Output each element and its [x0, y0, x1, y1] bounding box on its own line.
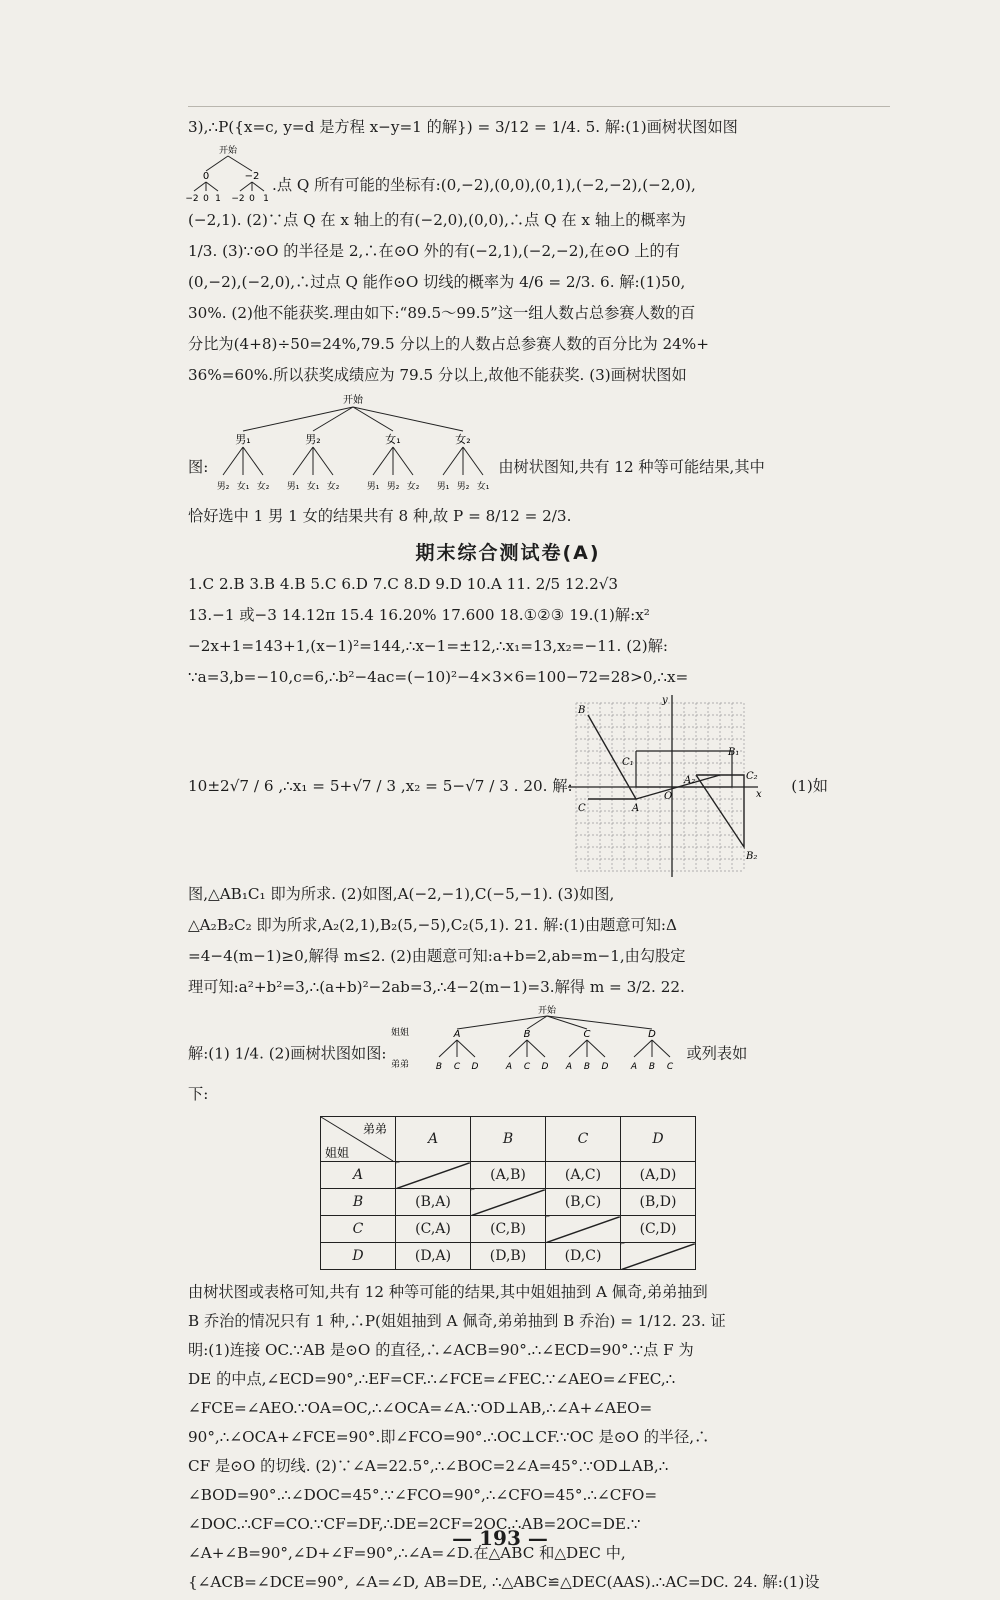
tree2-leaf: 女₁ [237, 482, 250, 492]
tree1-node: 0 [202, 171, 210, 182]
text-line: B 乔治的情况只有 1 种,∴P(姐姐抽到 A 佩奇,弟弟抽到 B 乔治) = 1/12. 23. 证 [188, 1312, 726, 1330]
text-line: 图,△AB₁C₁ 即为所求. (2)如图,A(−2,−1),C(−5,−1). (3)如图, [188, 885, 615, 903]
tree2-leaf: 女₂ [407, 482, 420, 492]
tree2-node: 男₁ [235, 433, 252, 446]
table-cell: (D,A) [396, 1243, 471, 1270]
table-cell-diagonal [471, 1189, 546, 1216]
text-line: 3),∴P({x=c, y=d 是方程 x−y=1 的解}) = 3/12 = 1/4. 5. 解:(1)画树状图如图 [188, 118, 738, 136]
text-line: ∠BOD=90°.∴∠DOC=45°.∵∠FCO=90°,∴∠CFO=45°.∴∠CFO= [188, 1486, 658, 1504]
table-row-header: A [321, 1162, 396, 1189]
grid-label: B₂ [746, 851, 758, 862]
text-line: △A₂B₂C₂ 即为所求,A₂(2,1),B₂(5,−5),C₂(5,1). 21. 解:(1)由题意可知:Δ [188, 916, 677, 934]
corner-bottom-label: 姐姐 [325, 1146, 350, 1160]
grid-label: B [578, 705, 586, 716]
table-corner-cell [321, 1117, 396, 1162]
answer-text [185, 112, 828, 532]
tree1-node: −2 [244, 171, 260, 182]
table-cell: (D,B) [471, 1243, 546, 1270]
table-cell-diagonal [546, 1216, 621, 1243]
table-cell: (D,C) [546, 1243, 621, 1270]
text-line: 理可知:a²+b²=3,∴(a+b)²−2ab=3,∴4−2(m−1)=3.解得 m = 3/2. 22. [188, 978, 685, 996]
text-line: 1.C 2.B 3.B 4.B 5.C 6.D 7.C 8.D 9.D 10.A 11. 2/5 12.2√3 [188, 575, 619, 593]
text-line: 30%. (2)他不能获奖.理由如下:“89.5～99.5”这一组人数占总参赛人数的百 [188, 304, 696, 322]
text-fragment: 或列表如 [686, 1044, 748, 1063]
tree2-leaf: 女₁ [477, 482, 490, 492]
table-row [321, 1162, 696, 1189]
table-row-header: D [321, 1243, 396, 1270]
text-line-with-tree [185, 143, 828, 205]
tree3-root: 开始 [537, 1006, 556, 1016]
tree3-leaf: B [435, 1062, 442, 1072]
tree3-node: C [583, 1029, 590, 1040]
table-row-header: C [321, 1216, 396, 1243]
text-line: 恰好选中 1 男 1 女的结果共有 8 种,故 P = 8/12 = 2/3. [188, 507, 572, 525]
text-fragment: 图: [188, 458, 209, 476]
page-number: — 193 — [452, 1526, 548, 1550]
text-line: ∠FCE=∠AEO.∵OA=OC,∴∠OCA=∠A.∵OD⊥AB,∴∠A+∠AEO= [188, 1399, 653, 1417]
tree2-leaf: 男₂ [217, 482, 230, 492]
text-line: 下: [188, 1085, 209, 1103]
table-cell: (B,A) [396, 1189, 471, 1216]
text-line: 分比为(4+8)÷50=24%,79.5 分以上的人数占总参赛人数的百分比为 24%+ [188, 335, 709, 353]
tree3-leaf: D [601, 1062, 608, 1072]
section-title: 期末综合测试卷(A) [415, 542, 601, 564]
table-col-header: A [396, 1117, 471, 1162]
tree3-leaf: A [565, 1062, 572, 1072]
table-cell: (C,D) [621, 1216, 696, 1243]
tree2-leaf: 女₂ [257, 482, 270, 492]
tree1-leaf: 0 [249, 194, 255, 204]
table-row [321, 1243, 696, 1270]
text-fragment: 解:(1) 1/4. (2)画树状图如图: [188, 1044, 387, 1063]
text-line: ∠A+∠B=90°,∠D+∠F=90°,∴∠A=∠D.在△ABC 和△DEC 中, [188, 1544, 626, 1562]
tree1-leaf: −2 [231, 194, 245, 204]
table-header-row [321, 1117, 696, 1162]
tree1-leaf: −2 [185, 194, 199, 204]
tree1-leaf: 0 [203, 194, 209, 204]
text-line: (0,−2),(−2,0),∴过点 Q 能作⊙O 切线的概率为 4/6 = 2/3. 6. 解:(1)50, [188, 273, 686, 291]
grid-label: C₂ [746, 771, 758, 782]
text-line: (−2,1). (2)∵点 Q 在 x 轴上的有(−2,0),(0,0),∴点 Q 在 x 轴上的概率为 [188, 211, 686, 229]
tree3-leaf: A [505, 1062, 512, 1072]
table-row [321, 1189, 696, 1216]
text-line: ∠DOC.∴CF=CO.∵CF=DF,∴DE=2CF=2OC.∴AB=2OC=DE.∵ [188, 1515, 641, 1533]
tree2-leaf: 男₁ [287, 482, 300, 492]
tree3-leaf: C [666, 1062, 673, 1072]
tree3-leaf: B [648, 1062, 655, 1072]
text-line-with-tree [188, 391, 828, 501]
text-line: DE 的中点,∠ECD=90°,∴EF=CF.∴∠FCE=∠FEC.∵∠AEO=∠FEC,∴ [188, 1370, 676, 1388]
text-line: −2x+1=143+1,(x−1)²=144,∴x−1=±12,∴x₁=13,x₂=−11. (2)解: [188, 637, 669, 655]
answer-text [188, 569, 828, 1110]
text-fragment: .点 Q 所有可能的坐标有:(0,−2),(0,0),(0,1),(−2,−2),(−2,0), [272, 176, 696, 194]
page-content [185, 112, 828, 1597]
grid-label: A [632, 803, 640, 814]
header-rule [188, 106, 890, 107]
text-line: CF 是⊙O 的切线. (2)∵∠A=22.5°,∴∠BOC=2∠A=45°.∵OD⊥AB,∴ [188, 1457, 669, 1475]
tree1-leaf: 1 [215, 194, 221, 204]
tree3-node: B [523, 1029, 530, 1040]
grid-label: A₂ [684, 775, 696, 786]
text-fragment: 由树状图知,共有 12 种等可能结果,其中 [498, 458, 765, 476]
text-line: 90°,∴∠OCA+∠FCE=90°.即∠FCO=90°.∴OC⊥CF.∵OC 是⊙O 的半径,∴ [188, 1428, 710, 1446]
tree3-node: A [453, 1029, 460, 1040]
tree1-root: 开始 [218, 146, 238, 156]
table-cell: (B,C) [546, 1189, 621, 1216]
grid-label: B₁ [728, 747, 740, 758]
coordinate-grid-figure [568, 693, 764, 888]
tree3-brother-label: 弟弟 [390, 1060, 409, 1070]
grid-block [188, 693, 828, 879]
text-line: 明:(1)连接 OC.∵AB 是⊙O 的直径,∴∠ACB=90°.∴∠ECD=90°.∵点 F 为 [188, 1341, 694, 1359]
tree3-sister-label: 姐姐 [390, 1028, 409, 1038]
table-cell-diagonal [621, 1243, 696, 1270]
text-line-with-tree [188, 1003, 828, 1079]
table-col-header: B [471, 1117, 546, 1162]
text-line: {∠ACB=∠DCE=90°, ∠A=∠D, AB=DE, ∴△ABC≌△DEC(AAS).∴AC=DC. 24. 解:(1)设 [188, 1573, 820, 1591]
table-cell: (B,D) [621, 1189, 696, 1216]
tree2-leaf: 男₂ [457, 482, 470, 492]
tree3-node: D [647, 1029, 656, 1040]
grid-label: C₁ [622, 757, 634, 768]
tree2-leaf: 男₂ [387, 482, 400, 492]
grid-label: C [578, 803, 586, 814]
tree3-leaf: C [453, 1062, 460, 1072]
tree2-leaf: 女₂ [327, 482, 340, 492]
table-cell: (A,C) [546, 1162, 621, 1189]
tree2-leaf: 男₁ [437, 482, 450, 492]
text-line: 13.−1 或−3 14.12π 15.4 16.20% 17.600 18.①②③ 19.(1)解:x² [188, 606, 650, 624]
text-line: ∵a=3,b=−10,c=6,∴b²−4ac=(−10)²−4×3×6=100−72=28>0,∴x= [188, 668, 689, 686]
tree2-node: 女₁ [385, 433, 402, 446]
grid-label: O [664, 791, 673, 802]
tree3-leaf: B [583, 1062, 590, 1072]
table-col-header: C [546, 1117, 621, 1162]
text-line: 1/3. (3)∵⊙O 的半径是 2,∴在⊙O 外的有(−2,1),(−2,−2),在⊙O 上的有 [188, 242, 680, 260]
table-cell: (C,B) [471, 1216, 546, 1243]
table-row-header: B [321, 1189, 396, 1216]
tree2-node: 男₂ [305, 433, 322, 446]
tree3-leaf: C [523, 1062, 530, 1072]
table-cell: (A,D) [621, 1162, 696, 1189]
text-line: (1)如 [791, 777, 828, 795]
tree-diagram-siblings [387, 1003, 687, 1106]
tree3-leaf: D [541, 1062, 548, 1072]
table-col-header: D [621, 1117, 696, 1162]
grid-label: x [756, 789, 762, 800]
text-line: 10±2√7 / 6 ,∴x₁ = 5+√7 / 3 ,x₂ = 5−√7 / 3 . 20. 解: [188, 777, 573, 795]
tree2-leaf: 男₁ [367, 482, 380, 492]
tree3-leaf: A [630, 1062, 637, 1072]
tree2-node: 女₂ [455, 433, 472, 446]
table-row [321, 1216, 696, 1243]
text-line: 36%=60%.所以获奖成绩应为 79.5 分以上,故他不能获奖. (3)画树状图如 [188, 366, 687, 384]
table-cell: (C,A) [396, 1216, 471, 1243]
tree2-root: 开始 [343, 395, 364, 406]
tree3-leaf: D [471, 1062, 478, 1072]
tree2-leaf: 女₁ [307, 482, 320, 492]
outcome-table [320, 1116, 696, 1270]
table-cell: (A,B) [471, 1162, 546, 1189]
text-line: 由树状图或表格可知,共有 12 种等可能的结果,其中姐姐抽到 A 佩奇,弟弟抽到 [188, 1283, 708, 1301]
corner-top-label: 弟弟 [362, 1122, 387, 1136]
grid-label: y [662, 695, 668, 706]
table-cell-diagonal [396, 1162, 471, 1189]
text-line: =4−4(m−1)≥0,解得 m≤2. (2)由题意可知:a+b=2,ab=m−1,由勾股定 [188, 947, 686, 965]
tree1-leaf: 1 [263, 194, 269, 204]
